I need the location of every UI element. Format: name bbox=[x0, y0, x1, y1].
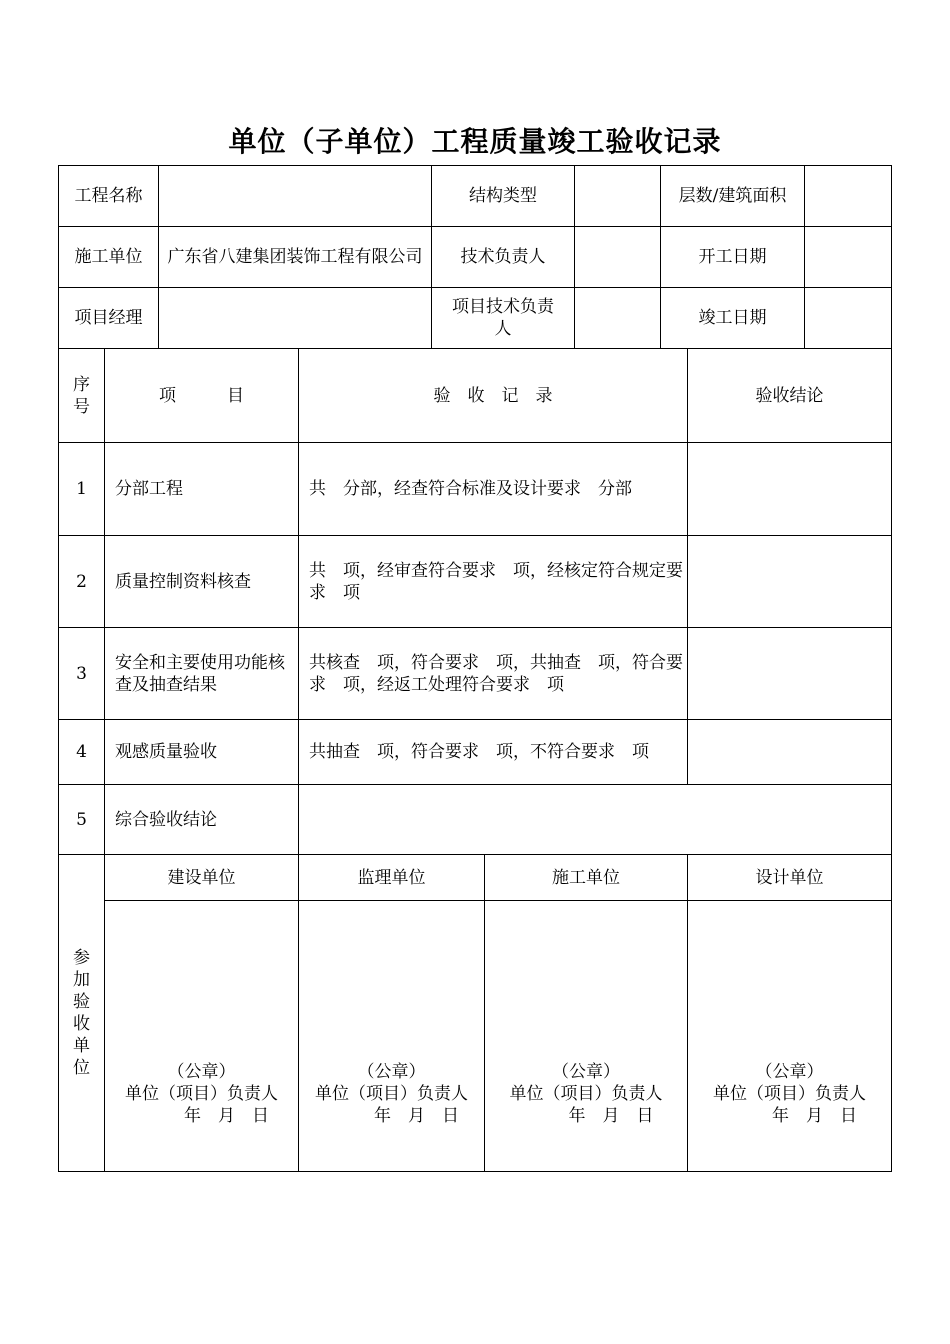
overall-conclusion-value[interactable] bbox=[299, 785, 892, 855]
page-title: 单位（子单位）工程质量竣工验收记录 bbox=[228, 125, 722, 158]
table-row bbox=[59, 785, 892, 855]
header-row bbox=[59, 349, 892, 443]
date-label: 年 月 日 bbox=[568, 1106, 654, 1126]
unit-name-design: 设计单位 bbox=[688, 855, 892, 901]
date-label: 年 月 日 bbox=[772, 1106, 857, 1126]
participant-header-row bbox=[59, 855, 892, 901]
seal-label: （公章） bbox=[167, 1062, 236, 1082]
conclusion-header: 验收结论 bbox=[688, 349, 892, 443]
unit-name-construction: 建设单位 bbox=[105, 855, 299, 901]
project-manager-value[interactable] bbox=[159, 288, 432, 349]
row-item: 安全和主要使用功能核查及抽查结果 bbox=[105, 628, 299, 720]
row-conclusion[interactable] bbox=[688, 720, 892, 785]
row-conclusion[interactable] bbox=[688, 443, 892, 536]
row-seq: 1 bbox=[59, 443, 105, 536]
acceptance-table bbox=[58, 348, 892, 1172]
row-record[interactable]: 共 分部，经查符合标准及设计要求 分部 bbox=[299, 443, 688, 536]
contractor-label: 施工单位 bbox=[59, 227, 159, 288]
date-label: 年 月 日 bbox=[184, 1106, 269, 1126]
row-item: 观感质量验收 bbox=[105, 720, 299, 785]
row-seq: 4 bbox=[59, 720, 105, 785]
seal-label: （公章） bbox=[552, 1062, 620, 1082]
project-name-value[interactable] bbox=[159, 166, 432, 227]
contractor-value[interactable]: 广东省八建集团装饰工程有限公司 bbox=[159, 227, 432, 288]
signer-label: 单位（项目）负责人 bbox=[125, 1084, 278, 1104]
row-item: 综合验收结论 bbox=[105, 785, 299, 855]
table-row bbox=[59, 720, 892, 785]
info-row-1 bbox=[59, 166, 892, 227]
table-row bbox=[59, 536, 892, 628]
row-record[interactable]: 共抽查 项，符合要求 项，不符合要求 项 bbox=[299, 720, 688, 785]
completion-date-label: 竣工日期 bbox=[661, 288, 805, 349]
participants-label: 参 加 验 收 单 位 bbox=[59, 855, 105, 1172]
table-row bbox=[59, 628, 892, 720]
row-item: 质量控制资料核查 bbox=[105, 536, 299, 628]
structure-type-label: 结构类型 bbox=[432, 166, 575, 227]
row-seq: 3 bbox=[59, 628, 105, 720]
project-tech-lead-value[interactable] bbox=[575, 288, 661, 349]
seal-label: （公章） bbox=[357, 1062, 426, 1082]
tech-lead-label: 技术负责人 bbox=[432, 227, 575, 288]
completion-date-value[interactable] bbox=[805, 288, 892, 349]
unit-name-supervision: 监理单位 bbox=[299, 855, 485, 901]
start-date-value[interactable] bbox=[805, 227, 892, 288]
start-date-label: 开工日期 bbox=[661, 227, 805, 288]
info-row-2 bbox=[59, 227, 892, 288]
row-record[interactable]: 共 项，经审查符合要求 项，经核定符合规定要求 项 bbox=[299, 536, 688, 628]
row-item: 分部工程 bbox=[105, 443, 299, 536]
row-seq: 2 bbox=[59, 536, 105, 628]
structure-type-value[interactable] bbox=[575, 166, 661, 227]
seq-header: 序 号 bbox=[59, 349, 105, 443]
record-header: 验 收 记 录 bbox=[299, 349, 688, 443]
signer-label: 单位（项目）负责人 bbox=[713, 1084, 866, 1104]
item-header: 项 目 bbox=[105, 349, 299, 443]
signature-cell-supervision[interactable] bbox=[299, 901, 485, 1172]
row-record[interactable]: 共核查 项，符合要求 项，共抽查 项，符合要求 项，经返工处理符合要求 项 bbox=[299, 628, 688, 720]
project-info-table bbox=[58, 165, 892, 349]
row-conclusion[interactable] bbox=[688, 628, 892, 720]
signature-cell-design[interactable] bbox=[688, 901, 892, 1172]
floors-area-label: 层数/建筑面积 bbox=[661, 166, 805, 227]
info-row-3 bbox=[59, 288, 892, 349]
project-tech-lead-label: 项目技术负责人 bbox=[432, 288, 575, 349]
seal-label: （公章） bbox=[755, 1062, 824, 1082]
date-label: 年 月 日 bbox=[374, 1106, 459, 1126]
signer-label: 单位（项目）负责人 bbox=[315, 1084, 468, 1104]
table-row bbox=[59, 443, 892, 536]
signer-label: 单位（项目）负责人 bbox=[509, 1084, 663, 1104]
project-manager-label: 项目经理 bbox=[59, 288, 159, 349]
tech-lead-value[interactable] bbox=[575, 227, 661, 288]
signature-row bbox=[59, 901, 892, 1172]
row-conclusion[interactable] bbox=[688, 536, 892, 628]
unit-name-contractor: 施工单位 bbox=[485, 855, 688, 901]
signature-cell-contractor[interactable] bbox=[485, 901, 688, 1172]
row-seq: 5 bbox=[59, 785, 105, 855]
floors-area-value[interactable] bbox=[805, 166, 892, 227]
project-name-label: 工程名称 bbox=[59, 166, 159, 227]
signature-cell-construction[interactable] bbox=[105, 901, 299, 1172]
